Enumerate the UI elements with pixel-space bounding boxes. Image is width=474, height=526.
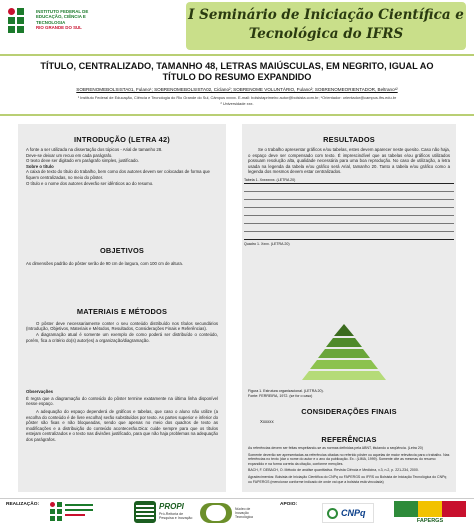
cnpq-logo bbox=[322, 503, 374, 523]
ifrs-logo bbox=[8, 8, 112, 42]
right-column bbox=[242, 124, 456, 492]
logo-square bbox=[8, 26, 15, 33]
text-paragraph: As referências devem ser feitas respeitando-se as normas definidas pela ABNT, titulando a seqüência. (Letra 20) bbox=[248, 446, 423, 450]
text-paragraph: O pôster deve necessariamente conter o seu conteúdo distribuído nos títulos secundários (Introdução, Objetivos, Materiais e Métodos, Resultados, Considerações Finais e Referências). bbox=[26, 320, 218, 332]
text-line: A fonte a ser utilizada na dissertação dos tópicos - Arial de tamanho 28. bbox=[26, 147, 163, 152]
table-row bbox=[244, 183, 454, 191]
text-line: A caixa de texto do título do trabalho, bem como dos autores devem ser colocadas de forma que fiquem centralizadas, no meio do pôster. bbox=[26, 169, 210, 180]
title-band bbox=[0, 54, 474, 116]
logo-line: INSTITUTO FEDERAL DE bbox=[36, 9, 89, 14]
table-caption: Tabela 1. Xxxxxxxx. (LETRA 20) bbox=[244, 177, 296, 182]
observations-text bbox=[26, 396, 218, 443]
affiliation: ¹ Instituto Federal de Educação, Ciência e Tecnologia do Rio Grande do Sul, Câmpus xxxxx. E-mail: bolsistaprimeiro autor@bolsista.com.br; *Orientador: orientador@campus.ifrs.edu.br bbox=[77, 95, 397, 100]
table-row bbox=[244, 223, 454, 231]
text-paragraph: É regra que a diagramação do conteúdo do pôster termine exatamente na última linha disponível nesse espaço. bbox=[26, 395, 218, 407]
table-row bbox=[244, 215, 454, 223]
observations-heading: Observações bbox=[26, 389, 53, 395]
references-heading: REFERÊNCIAS bbox=[321, 435, 377, 444]
author-list: SOBRENOMEBOLSISTA01, Fulano¹; SOBRENOMEBOLSISTA02, Ciclano²; SOBRENOME VOLUNTÁRIO, Fulano²; SOBRENOMEORIENTADOR, Beltrano¹² bbox=[76, 87, 398, 92]
text-paragraph: Somente deverão ser apresentadas as referências citadas no referido pôster ou aquelas de maior relevância para o trabalho. Nas referências no texto (dar o nome do autor e o ano da publicação. Ex.: (LIMA, 1999). Somente cite as mesmas do resumo expandido e na forma correta da citação, conforme menções. bbox=[248, 452, 450, 466]
nit-subtitle: Núcleo de Inovação Tecnológica bbox=[235, 507, 253, 519]
objectives-text: As dimensões padrão do pôster serão de 90 cm de largura, com 100 cm de altura. bbox=[26, 261, 183, 267]
table-row bbox=[244, 199, 454, 207]
organizer-label: REALIZAÇÃO: bbox=[6, 502, 40, 507]
propi-subtitle: Pró-Reitoria de Pesquisa e Inovação bbox=[159, 512, 193, 521]
references-text bbox=[248, 446, 450, 484]
poster-title: TÍTULO, CENTRALIZADO, TAMANHO 48, LETRAS MAIÚSCULAS, EM NEGRITO, IGUAL AO TÍTULO DO RESUMO EXPANDIDO bbox=[40, 61, 434, 82]
pyramid-tier bbox=[310, 360, 378, 369]
fapergs-wordmark: FAPERGS bbox=[416, 518, 444, 524]
reference-entry: BACH, F. DEBACH, O. Método de análise quantitativa. Revista Ciência e Medicina, v.3, n.2, p. 221-234, 2000. bbox=[248, 468, 419, 473]
poster-footer bbox=[0, 498, 474, 526]
pyramid-tier bbox=[326, 338, 362, 347]
text-line: O texto deve ser digitado em parágrafo simples, justificado. bbox=[26, 158, 139, 164]
pyramid-tier bbox=[318, 349, 370, 358]
logo-square bbox=[17, 17, 24, 24]
nit-logo bbox=[200, 501, 260, 525]
fapergs-flag bbox=[394, 501, 418, 517]
logo-line: EDUCAÇÃO, CIÊNCIA E TECNOLOGIA bbox=[36, 14, 86, 25]
university: ² Universidade xxx. bbox=[220, 101, 254, 106]
introduction-heading: INTRODUÇÃO (LETRA 42) bbox=[74, 135, 170, 144]
objectives-heading: OBJETIVOS bbox=[99, 246, 145, 256]
poster-body bbox=[0, 118, 474, 498]
results-table bbox=[244, 183, 454, 240]
support-label: APOIO: bbox=[280, 502, 298, 507]
text-line: Deve-se deixar um recuo em cada parágrafo. bbox=[26, 152, 113, 158]
left-column bbox=[18, 124, 226, 492]
pyramid-tier bbox=[302, 371, 386, 380]
cnpq-wordmark: CNPq bbox=[341, 508, 366, 518]
propi-wordmark: PROPI bbox=[159, 502, 184, 511]
event-title-line2: Tecnológica do IFRS bbox=[248, 26, 404, 42]
logo-line: RIO GRANDE DO SUL bbox=[36, 25, 82, 31]
figure-caption: Figura 1. Estrutura organizacional. (LETRA 20). bbox=[248, 389, 324, 393]
introduction-text bbox=[26, 147, 218, 186]
fapergs-logo bbox=[394, 501, 468, 525]
table-row bbox=[244, 231, 454, 239]
cnpq-icon bbox=[327, 508, 338, 519]
ifrs-footer-logo bbox=[50, 502, 94, 524]
figure-source: Fonte: FERREIRA, 1972. (se for o caso) bbox=[248, 394, 313, 398]
logo-square bbox=[17, 8, 24, 15]
text-paragraph: A adequação do espaço dependerá de gráficos e tabelas, que caso o aluno não utilize (a escolha do conteúdo é de livre escolha) serão substituídos por texto. As partes superior e inferior do pôster são fixas e não bloqueadas, sendo que apenas no meio dos quadros de texto as modificações e a distribuição do conteúdo acontecerão.Dica: cuide sempre para que os títulos estejam centralizados e o texto nas divisões justificado, para que não haja problemas na adequação dos parágrafos. bbox=[26, 408, 218, 442]
methods-heading: MATERIAIS E MÉTODOS bbox=[76, 306, 168, 316]
logo-dot-red bbox=[8, 8, 15, 15]
poster-header bbox=[0, 0, 474, 52]
results-heading: RESULTADOS bbox=[323, 135, 375, 144]
propi-logo bbox=[134, 501, 198, 525]
subheading: Sobre o título bbox=[26, 163, 54, 169]
pyramid-tier bbox=[334, 324, 354, 336]
propi-icon bbox=[134, 501, 156, 523]
conclusions-heading: CONSIDERAÇÕES FINAIS bbox=[301, 407, 397, 416]
event-title-line1: I Seminário de Iniciação Científica e bbox=[188, 7, 464, 23]
table-row bbox=[244, 191, 454, 199]
text-line: O título e o nome dos autores deverão ser idênticos ao do resumo. bbox=[26, 180, 154, 186]
pyramid-diagram bbox=[302, 322, 386, 382]
methods-text bbox=[26, 321, 218, 343]
logo-square bbox=[8, 17, 15, 24]
conclusions-text: Xxxxxx bbox=[260, 419, 274, 424]
logo-text bbox=[36, 9, 112, 31]
event-banner bbox=[186, 2, 466, 50]
figure-caption: Quadro 1. Xxxx. (LETRA 20) bbox=[244, 241, 290, 246]
table-row bbox=[244, 207, 454, 215]
acknowledgements: Agradecimentos: Bolsista de Iniciação Científica do CNPq ou FAPERGS ou IFRS ou Bolsista de Iniciação Tecnológica do CNPq ou FAPERGS (mencionar conforme indicado de onde vai que a bolsista está vinculada) bbox=[248, 474, 447, 484]
logo-square bbox=[17, 26, 24, 33]
results-text: Se o trabalho apresentar gráficos e/ou tabelas, estes devem aparecer neste quesito. Caso não haja, o espaço deve ser compensado com texto. É imprescindível que as tabelas e/ou gráficos utilizados possuam resolução alta, qualidade necessária para uma boa reprodução. No caso de utilização, a letra usada na legenda da tabela e/ou gráfico será Arial, tamanho 20. Tanto a tabela e/ou gráfico como a legenda dos mesmos devem estar centralizados. bbox=[248, 147, 450, 175]
text-paragraph: A diagramação atual é somente um exemplo de como poderá ser distribuído o conteúdo, porém, fica a critério do(s) autor(es) a organização/diagramação. bbox=[26, 331, 218, 343]
